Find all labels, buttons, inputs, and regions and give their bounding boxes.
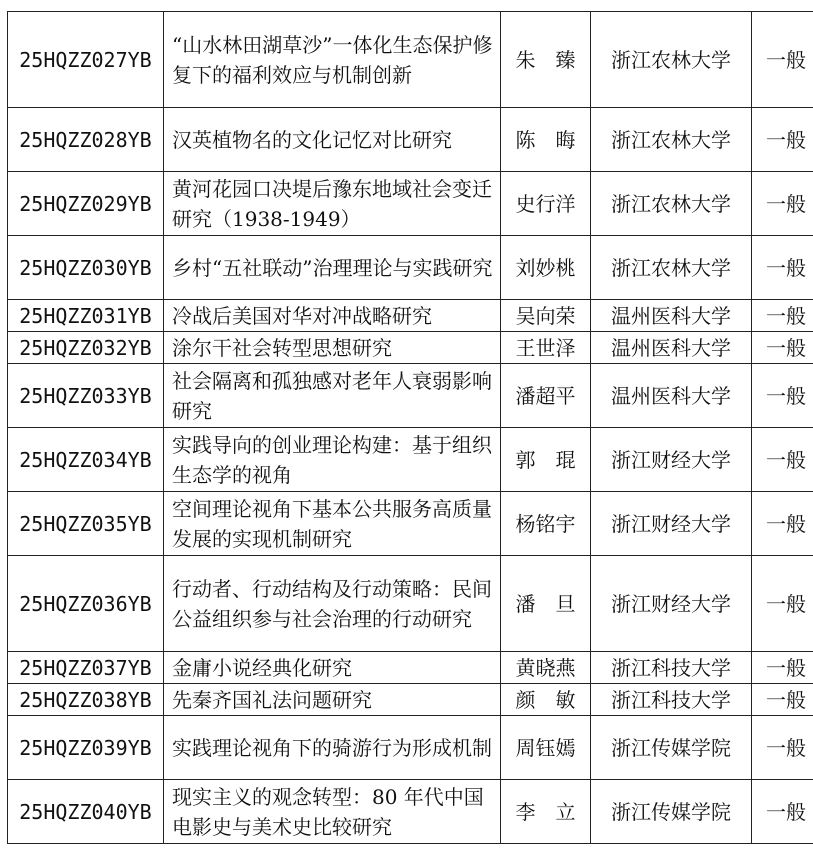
table-row (8, 652, 813, 684)
project-title: “山水林田湖草沙”一体化生态保护修复下的福利效应与机制创新 (164, 12, 501, 108)
project-code: 25HQZZ029YB (8, 172, 164, 236)
table-row (8, 684, 813, 716)
project-level: 一般 (752, 492, 813, 556)
university-name: 温州医科大学 (591, 300, 752, 332)
university-name: 浙江财经大学 (591, 556, 752, 652)
project-level: 一般 (752, 684, 813, 716)
table-row (8, 300, 813, 332)
project-title: 行动者、行动结构及行动策略：民间公益组织参与社会治理的行动研究 (164, 556, 501, 652)
projects-table (7, 11, 813, 844)
university-name: 浙江农林大学 (591, 108, 752, 172)
leader-name: 王世泽 (501, 332, 591, 364)
project-title: 实践理论视角下的骑游行为形成机制 (164, 716, 501, 780)
project-level: 一般 (752, 12, 813, 108)
project-title: 先秦齐国礼法问题研究 (164, 684, 501, 716)
university-name: 温州医科大学 (591, 332, 752, 364)
leader-name: 颜 敏 (501, 684, 591, 716)
leader-name: 潘 旦 (501, 556, 591, 652)
leader-name: 李 立 (501, 780, 591, 844)
project-code: 25HQZZ034YB (8, 428, 164, 492)
project-code: 25HQZZ036YB (8, 556, 164, 652)
leader-name: 陈 晦 (501, 108, 591, 172)
project-code: 25HQZZ030YB (8, 236, 164, 300)
project-code: 25HQZZ027YB (8, 12, 164, 108)
university-name: 浙江农林大学 (591, 236, 752, 300)
leader-name: 朱 臻 (501, 12, 591, 108)
project-title: 涂尔干社会转型思想研究 (164, 332, 501, 364)
project-title: 黄河花园口决堤后豫东地域社会变迁研究（1938-1949） (164, 172, 501, 236)
university-name: 浙江财经大学 (591, 492, 752, 556)
project-code: 25HQZZ032YB (8, 332, 164, 364)
project-level: 一般 (752, 652, 813, 684)
table-row (8, 236, 813, 300)
project-level: 一般 (752, 780, 813, 844)
table-row (8, 172, 813, 236)
table-row (8, 428, 813, 492)
project-code: 25HQZZ040YB (8, 780, 164, 844)
project-title: 乡村“五社联动”治理理论与实践研究 (164, 236, 501, 300)
project-code: 25HQZZ039YB (8, 716, 164, 780)
project-code: 25HQZZ037YB (8, 652, 164, 684)
project-title: 金庸小说经典化研究 (164, 652, 501, 684)
table-row (8, 716, 813, 780)
table-row (8, 108, 813, 172)
leader-name: 杨铭宇 (501, 492, 591, 556)
project-title: 实践导向的创业理论构建：基于组织生态学的视角 (164, 428, 501, 492)
table-row (8, 556, 813, 652)
leader-name: 史行洋 (501, 172, 591, 236)
project-level: 一般 (752, 300, 813, 332)
leader-name: 刘妙桃 (501, 236, 591, 300)
project-title: 空间理论视角下基本公共服务高质量发展的实现机制研究 (164, 492, 501, 556)
table-row (8, 364, 813, 428)
project-title: 汉英植物名的文化记忆对比研究 (164, 108, 501, 172)
university-name: 浙江传媒学院 (591, 780, 752, 844)
project-code: 25HQZZ031YB (8, 300, 164, 332)
project-level: 一般 (752, 236, 813, 300)
project-code: 25HQZZ028YB (8, 108, 164, 172)
university-name: 浙江科技大学 (591, 684, 752, 716)
university-name: 温州医科大学 (591, 364, 752, 428)
project-level: 一般 (752, 556, 813, 652)
table-row (8, 12, 813, 108)
table-row (8, 492, 813, 556)
project-level: 一般 (752, 332, 813, 364)
project-title: 社会隔离和孤独感对老年人衰弱影响研究 (164, 364, 501, 428)
university-name: 浙江农林大学 (591, 172, 752, 236)
leader-name: 吴向荣 (501, 300, 591, 332)
university-name: 浙江科技大学 (591, 652, 752, 684)
project-code: 25HQZZ038YB (8, 684, 164, 716)
leader-name: 潘超平 (501, 364, 591, 428)
table-row (8, 332, 813, 364)
project-level: 一般 (752, 716, 813, 780)
project-code: 25HQZZ035YB (8, 492, 164, 556)
leader-name: 黄晓燕 (501, 652, 591, 684)
project-code: 25HQZZ033YB (8, 364, 164, 428)
project-level: 一般 (752, 364, 813, 428)
leader-name: 郭 琨 (501, 428, 591, 492)
table-row (8, 780, 813, 844)
project-title: 现实主义的观念转型：80 年代中国电影史与美术史比较研究 (164, 780, 501, 844)
university-name: 浙江财经大学 (591, 428, 752, 492)
leader-name: 周钰嫣 (501, 716, 591, 780)
project-level: 一般 (752, 428, 813, 492)
project-level: 一般 (752, 172, 813, 236)
university-name: 浙江农林大学 (591, 12, 752, 108)
university-name: 浙江传媒学院 (591, 716, 752, 780)
project-title: 冷战后美国对华对冲战略研究 (164, 300, 501, 332)
project-level: 一般 (752, 108, 813, 172)
